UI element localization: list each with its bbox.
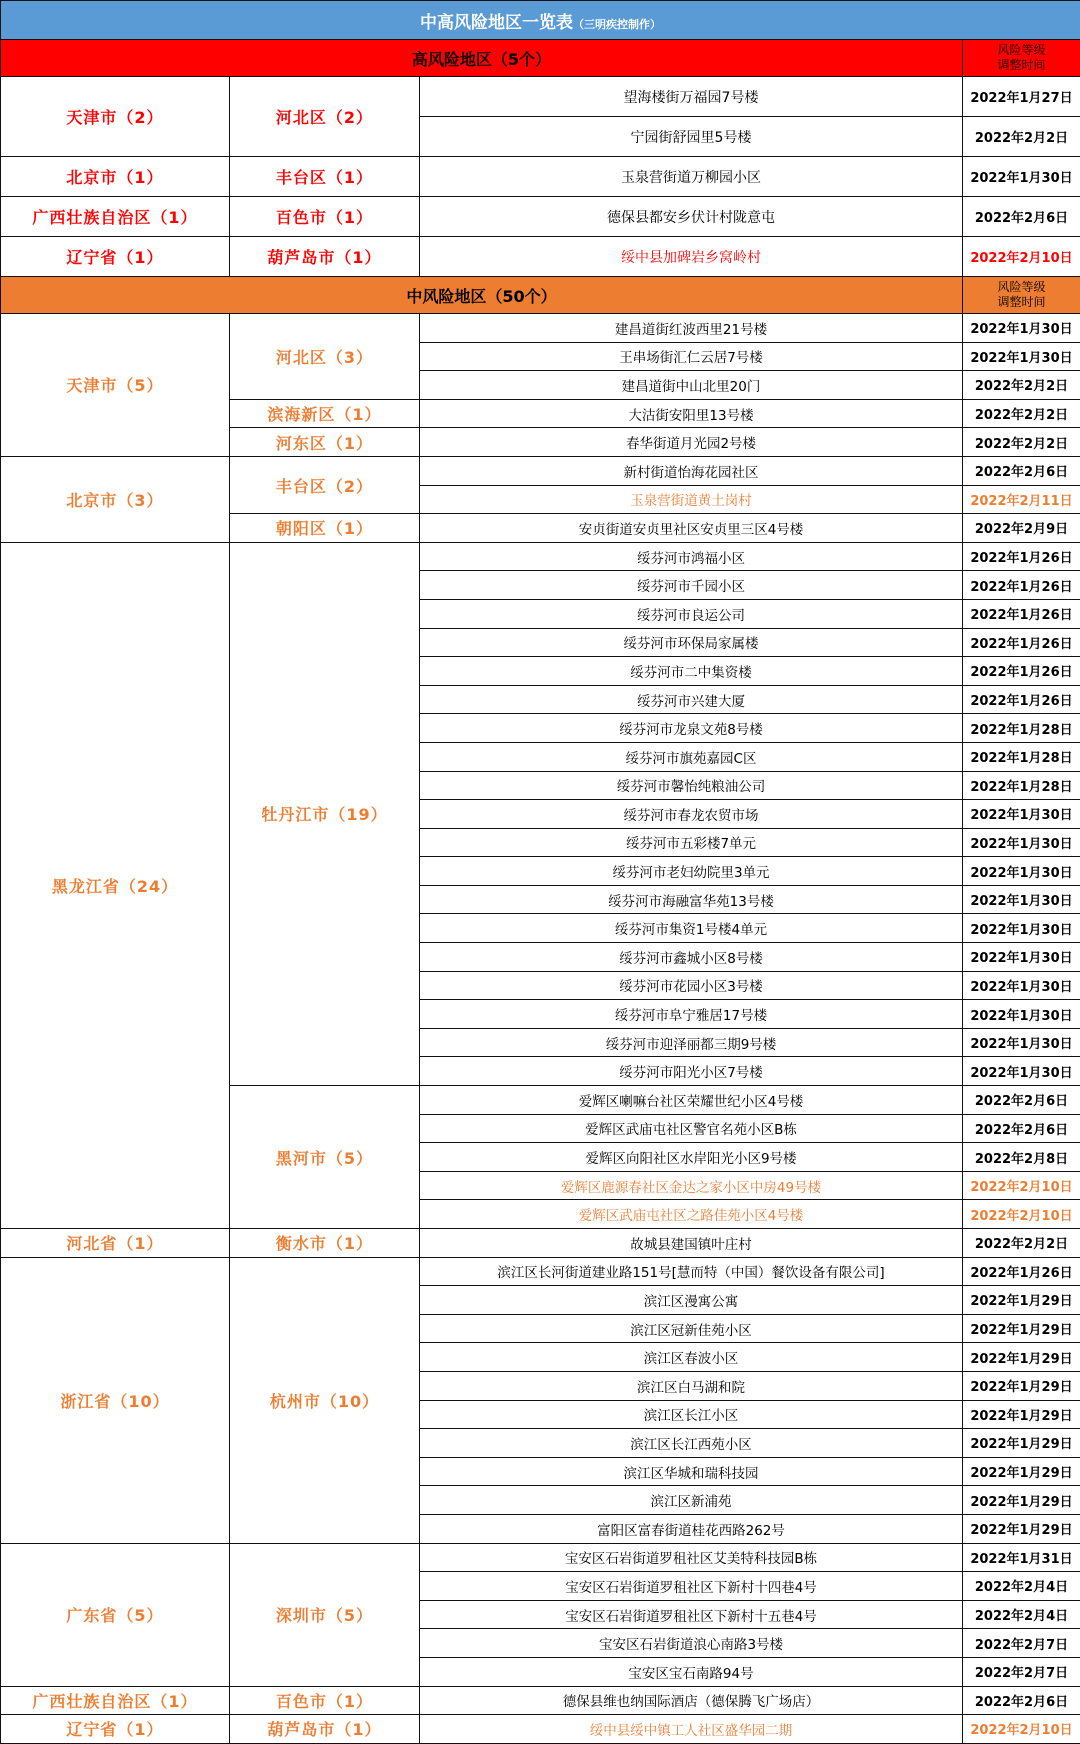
high-section-title: 高风险地区（5个） (1, 40, 963, 77)
city-cell: 杭州市（10） (230, 1257, 420, 1543)
area-cell: 宁园街舒园里5号楼 (420, 117, 963, 157)
date-cell: 2022年1月30日 (963, 800, 1080, 829)
date-cell: 2022年1月26日 (963, 685, 1080, 714)
date-cell: 2022年2月4日 (963, 1572, 1080, 1601)
area-cell: 绥芬河市老妇幼院里3单元 (420, 857, 963, 886)
date-cell: 2022年2月6日 (963, 197, 1080, 237)
area-cell: 建昌道街中山北里20门 (420, 371, 963, 400)
province-cell: 河北省（1） (1, 1229, 230, 1258)
province-cell: 天津市（5） (1, 314, 230, 457)
date-cell: 2022年1月31日 (963, 1543, 1080, 1572)
table-row (1, 314, 1080, 343)
date-cell: 2022年1月28日 (963, 714, 1080, 743)
date-cell: 2022年1月29日 (963, 1457, 1080, 1486)
province-cell: 黑龙江省（24） (1, 542, 230, 1228)
date-cell: 2022年1月28日 (963, 771, 1080, 800)
area-cell: 绥芬河市鑫城小区8号楼 (420, 943, 963, 972)
date-cell: 2022年2月4日 (963, 1600, 1080, 1629)
date-cell: 2022年2月10日 (963, 1171, 1080, 1200)
date-cell: 2022年2月11日 (963, 485, 1080, 514)
date-cell: 2022年1月29日 (963, 1429, 1080, 1458)
province-cell: 北京市（3） (1, 456, 230, 542)
date-cell: 2022年2月10日 (963, 237, 1080, 277)
table-row (1, 1715, 1080, 1744)
date-cell: 2022年1月30日 (963, 971, 1080, 1000)
area-cell: 宝安区石岩街道罗租社区下新村十四巷4号 (420, 1572, 963, 1601)
adjust-time-header: 风险等级 调整时间 (963, 277, 1080, 314)
area-cell: 新村街道怡海花园社区 (420, 456, 963, 485)
province-cell: 广西壮族自治区（1） (1, 197, 230, 237)
date-cell: 2022年1月26日 (963, 657, 1080, 686)
area-cell: 望海楼街万福园7号楼 (420, 77, 963, 117)
city-cell: 衡水市（1） (230, 1229, 420, 1258)
table-row (1, 1543, 1080, 1572)
date-cell: 2022年2月6日 (963, 456, 1080, 485)
date-cell: 2022年2月2日 (963, 1229, 1080, 1258)
city-cell: 百色市（1） (230, 1686, 420, 1715)
area-cell: 宝安区石岩街道浪心南路3号楼 (420, 1629, 963, 1658)
area-cell: 爱辉区喇嘛台社区荣耀世纪小区4号楼 (420, 1086, 963, 1115)
table-row (1, 197, 1080, 237)
city-cell: 河北区（2） (230, 77, 420, 157)
date-cell: 2022年1月27日 (963, 77, 1080, 117)
date-cell: 2022年2月6日 (963, 1086, 1080, 1115)
province-cell: 广西壮族自治区（1） (1, 1686, 230, 1715)
area-cell: 滨江区长河街道建业路151号[慧而特（中国）餐饮设备有限公司] (420, 1257, 963, 1286)
area-cell: 绥芬河市千园小区 (420, 571, 963, 600)
area-cell: 绥芬河市龙泉文苑8号楼 (420, 714, 963, 743)
title-main: 中高风险地区一览表 (420, 13, 573, 33)
area-cell: 绥芬河市海融富华苑13号楼 (420, 885, 963, 914)
title-sub: （三明疾控制作） (573, 18, 661, 31)
area-cell: 绥芬河市五彩楼7单元 (420, 828, 963, 857)
area-cell: 爱辉区武庙屯社区之路佳苑小区4号楼 (420, 1200, 963, 1229)
area-cell: 富阳区富春街道桂花西路262号 (420, 1514, 963, 1543)
area-cell: 绥芬河市阜宁雅居17号楼 (420, 1000, 963, 1029)
date-cell: 2022年1月26日 (963, 628, 1080, 657)
city-cell: 丰台区（2） (230, 456, 420, 513)
city-cell: 黑河市（5） (230, 1086, 420, 1229)
mid-section-header (1, 277, 1080, 314)
date-cell: 2022年1月26日 (963, 542, 1080, 571)
city-cell: 葫芦岛市（1） (230, 1715, 420, 1744)
area-cell: 宝安区石岩街道罗租社区下新村十五巷4号 (420, 1600, 963, 1629)
table-row (1, 157, 1080, 197)
date-cell: 2022年1月26日 (963, 599, 1080, 628)
area-cell: 绥芬河市阳光小区7号楼 (420, 1057, 963, 1086)
date-cell: 2022年1月29日 (963, 1286, 1080, 1315)
province-cell: 天津市（2） (1, 77, 230, 157)
area-cell: 绥芬河市环保局家属楼 (420, 628, 963, 657)
date-cell: 2022年1月30日 (963, 1000, 1080, 1029)
area-cell: 绥芬河市兴建大厦 (420, 685, 963, 714)
date-cell: 2022年2月10日 (963, 1715, 1080, 1744)
area-cell: 宝安区石岩街道罗租社区艾美特科技园B栋 (420, 1543, 963, 1572)
table-title (1, 1, 1080, 40)
province-cell: 北京市（1） (1, 157, 230, 197)
date-cell: 2022年1月30日 (963, 1028, 1080, 1057)
area-cell: 绥芬河市旗苑嘉园C区 (420, 742, 963, 771)
area-cell: 滨江区春波小区 (420, 1343, 963, 1372)
city-cell: 河北区（3） (230, 314, 420, 400)
area-cell: 绥中县加碑岩乡窝岭村 (420, 237, 963, 277)
date-cell: 2022年1月29日 (963, 1486, 1080, 1515)
date-cell: 2022年1月30日 (963, 314, 1080, 343)
province-cell: 辽宁省（1） (1, 237, 230, 277)
area-cell: 德保县维也纳国际酒店（德保腾飞广场店） (420, 1686, 963, 1715)
area-cell: 宝安区宝石南路94号 (420, 1657, 963, 1686)
area-cell: 安贞街道安贞里社区安贞里三区4号楼 (420, 514, 963, 543)
date-cell: 2022年1月28日 (963, 742, 1080, 771)
area-cell: 建昌道街红波西里21号楼 (420, 314, 963, 343)
area-cell: 滨江区漫寓公寓 (420, 1286, 963, 1315)
date-cell: 2022年2月2日 (963, 428, 1080, 457)
table-row (1, 542, 1080, 571)
city-cell: 丰台区（1） (230, 157, 420, 197)
area-cell: 爱辉区鹿源春社区金达之家小区中房49号楼 (420, 1171, 963, 1200)
area-cell: 绥芬河市鸿福小区 (420, 542, 963, 571)
area-cell: 德保县都安乡伏计村陇意屯 (420, 197, 963, 237)
area-cell: 爱辉区向阳社区水岸阳光小区9号楼 (420, 1143, 963, 1172)
area-cell: 绥芬河市春龙农贸市场 (420, 800, 963, 829)
area-cell: 绥芬河市集资1号楼4单元 (420, 914, 963, 943)
date-cell: 2022年1月30日 (963, 857, 1080, 886)
date-cell: 2022年1月26日 (963, 571, 1080, 600)
date-cell: 2022年2月7日 (963, 1657, 1080, 1686)
date-cell: 2022年2月7日 (963, 1629, 1080, 1658)
table-row (1, 77, 1080, 117)
adjust-time-header: 风险等级 调整时间 (963, 40, 1080, 77)
table-row (1, 456, 1080, 485)
area-cell: 大沽街安阳里13号楼 (420, 399, 963, 428)
area-cell: 王串场街汇仁云居7号楼 (420, 342, 963, 371)
province-cell: 浙江省（10） (1, 1257, 230, 1543)
date-cell: 2022年2月8日 (963, 1143, 1080, 1172)
area-cell: 滨江区白马湖和院 (420, 1371, 963, 1400)
table-row (1, 1229, 1080, 1258)
city-cell: 深圳市（5） (230, 1543, 420, 1686)
city-cell: 朝阳区（1） (230, 514, 420, 543)
date-cell: 2022年2月2日 (963, 117, 1080, 157)
area-cell: 滨江区长江小区 (420, 1400, 963, 1429)
high-section-header (1, 40, 1080, 77)
area-cell: 滨江区长江西苑小区 (420, 1429, 963, 1458)
area-cell: 玉泉营街道黄土岗村 (420, 485, 963, 514)
city-cell: 牡丹江市（19） (230, 542, 420, 1085)
date-cell: 2022年1月30日 (963, 1057, 1080, 1086)
date-cell: 2022年1月30日 (963, 943, 1080, 972)
date-cell: 2022年1月29日 (963, 1514, 1080, 1543)
area-cell: 绥芬河市二中集资楼 (420, 657, 963, 686)
date-cell: 2022年1月29日 (963, 1371, 1080, 1400)
area-cell: 绥芬河市迎泽丽都三期9号楼 (420, 1028, 963, 1057)
date-cell: 2022年2月2日 (963, 399, 1080, 428)
province-cell: 辽宁省（1） (1, 1715, 230, 1744)
date-cell: 2022年1月29日 (963, 1400, 1080, 1429)
date-cell: 2022年1月29日 (963, 1314, 1080, 1343)
city-cell: 河东区（1） (230, 428, 420, 457)
city-cell: 滨海新区（1） (230, 399, 420, 428)
date-cell: 2022年2月6日 (963, 1686, 1080, 1715)
city-cell: 百色市（1） (230, 197, 420, 237)
area-cell: 绥芬河市馨怡纯粮油公司 (420, 771, 963, 800)
area-cell: 滨江区新浦苑 (420, 1486, 963, 1515)
area-cell: 滨江区华城和瑞科技园 (420, 1457, 963, 1486)
area-cell: 玉泉营街道万柳园小区 (420, 157, 963, 197)
area-cell: 爱辉区武庙屯社区警官名苑小区B栋 (420, 1114, 963, 1143)
area-cell: 绥芬河市良运公司 (420, 599, 963, 628)
area-cell: 滨江区冠新佳苑小区 (420, 1314, 963, 1343)
area-cell: 绥中县绥中镇工人社区盛华园二期 (420, 1715, 963, 1744)
date-cell: 2022年2月9日 (963, 514, 1080, 543)
area-cell: 故城县建国镇叶庄村 (420, 1229, 963, 1258)
date-cell: 2022年1月26日 (963, 1257, 1080, 1286)
date-cell: 2022年1月30日 (963, 914, 1080, 943)
date-cell: 2022年2月2日 (963, 371, 1080, 400)
city-cell: 葫芦岛市（1） (230, 237, 420, 277)
date-cell: 2022年1月30日 (963, 342, 1080, 371)
table-row (1, 1257, 1080, 1286)
table-row (1, 1686, 1080, 1715)
date-cell: 2022年1月30日 (963, 157, 1080, 197)
province-cell: 广东省（5） (1, 1543, 230, 1686)
mid-section-title: 中风险地区（50个） (1, 277, 963, 314)
date-cell: 2022年1月30日 (963, 828, 1080, 857)
date-cell: 2022年2月10日 (963, 1200, 1080, 1229)
title-row (1, 1, 1080, 40)
table-row (1, 237, 1080, 277)
date-cell: 2022年1月30日 (963, 885, 1080, 914)
area-cell: 绥芬河市花园小区3号楼 (420, 971, 963, 1000)
date-cell: 2022年1月29日 (963, 1343, 1080, 1372)
area-cell: 春华街道月光园2号楼 (420, 428, 963, 457)
date-cell: 2022年2月6日 (963, 1114, 1080, 1143)
